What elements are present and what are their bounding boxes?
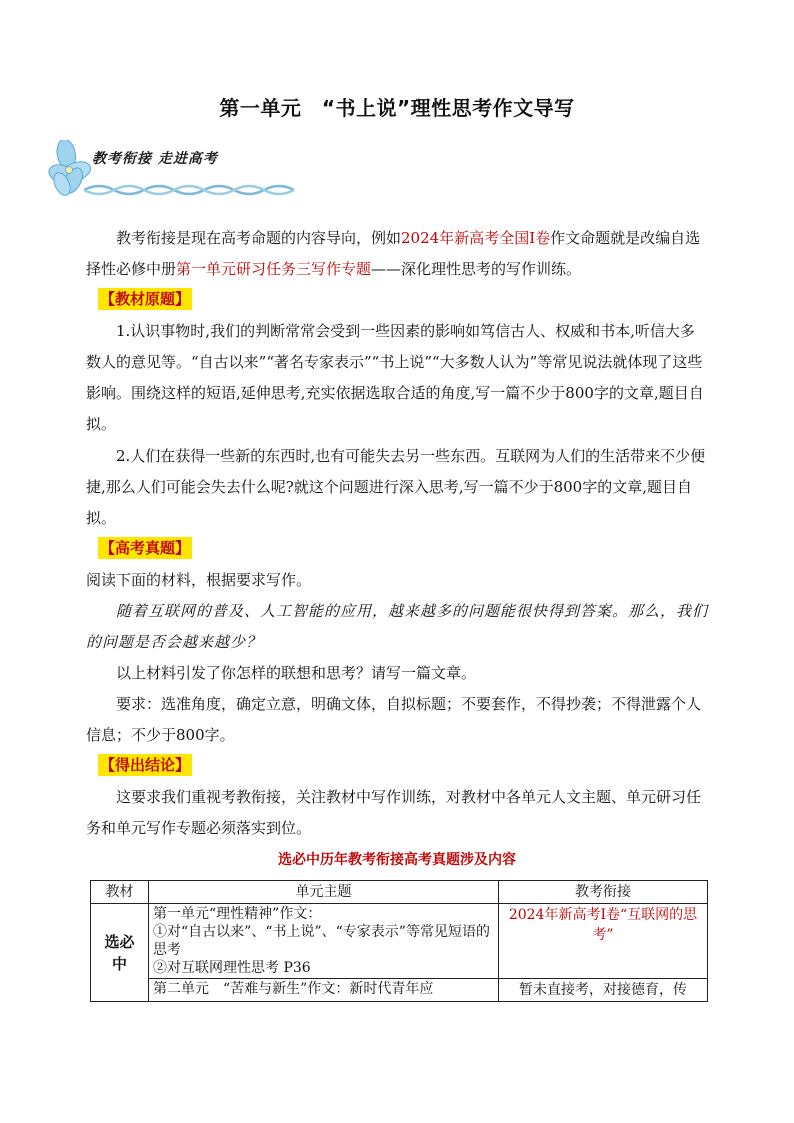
- exam-instruction: 阅读下面的材料，根据要求写作。: [86, 571, 312, 589]
- textbook-question-2: 2.人们在获得一些新的东西时,也有可能失去另一些东西。互联网为人们的生活带来不少便捷,那么人们可能会失去什么呢?就这个问题进行深入思考,写一篇不少于800字的文章,题目自拟。: [86, 447, 706, 527]
- theme-line: 第一单元“理性精神”作文：: [153, 906, 322, 922]
- header-exam-link: 教考衔接: [499, 881, 708, 904]
- content-table: [90, 880, 708, 1002]
- page-title: 第一单元 “书上说”理性思考作文导写: [219, 96, 575, 120]
- theme-cell: [149, 979, 499, 1002]
- table-row: [91, 979, 708, 1002]
- header-unit-theme: 单元主题: [149, 881, 499, 904]
- theme-cell: [149, 904, 499, 979]
- tag-textbook: 【教材原题】: [100, 290, 191, 308]
- category-cell: 选必中: [91, 904, 149, 1002]
- header-textbook: 教材: [91, 881, 149, 904]
- textbook-question-1: 1.认识事物时,我们的判断常常会受到一些因素的影响如笃信古人、权威和书本,听信大多数人的意见等。“自古以来”“著名专家表示”“书上说”“大多数人认为”等常见说法就体现了这些影响。围绕这样的短语,延伸思考,充实依据选取合适的角度,写一篇不少于800字的文章,题目自拟。: [86, 322, 704, 433]
- theme-line: 第二单元 “苦难与新生”作文：新时代青年应: [153, 981, 434, 997]
- exam-material: 随着互联网的普及、人工智能的应用，越来越多的问题能很快得到答案。那么，我们的问题是否会越来越少？: [86, 602, 709, 651]
- exam-prompt: 以上材料引发了你怎样的联想和思考？请写一篇文章。: [116, 664, 477, 682]
- theme-line: ①对“自古以来”、“书上说”、“专家表示”等常见短语的思考: [153, 924, 490, 958]
- tag-conclusion: 【得出结论】: [100, 756, 191, 774]
- banner-text: 教考衔接 走进高考: [92, 151, 218, 167]
- exam-link-cell: 暂未直接考，对接德育，传: [499, 979, 708, 1002]
- theme-line: ②对互联网理性思考 P36: [153, 960, 311, 976]
- table-header-row: [91, 881, 708, 904]
- exam-requirement: 要求：选准角度，确定立意，明确文体，自拟标题；不要套作，不得抄袭；不得泄露个人信息；不少于800字。: [86, 695, 702, 744]
- table-row: [91, 904, 708, 979]
- tag-exam: 【高考真题】: [100, 539, 191, 557]
- conclusion-text: 这要求我们重视考教衔接，关注教材中写作训练，对教材中各单元人文主题、单元研习任务和单元写作专题必须落实到位。: [86, 788, 702, 837]
- table-title: 选必中历年教考衔接高考真题涉及内容: [278, 852, 516, 868]
- exam-link-cell: 2024年新高考Ⅰ卷“互联网的思考”: [499, 904, 708, 979]
- intro-paragraph: 教考衔接是现在高考命题的内容导向，例如2024年新高考全国Ⅰ卷作文命题就是改编自选择性必修中册第一单元研习任务三写作专题——深化理性思考的写作训练。: [86, 229, 701, 278]
